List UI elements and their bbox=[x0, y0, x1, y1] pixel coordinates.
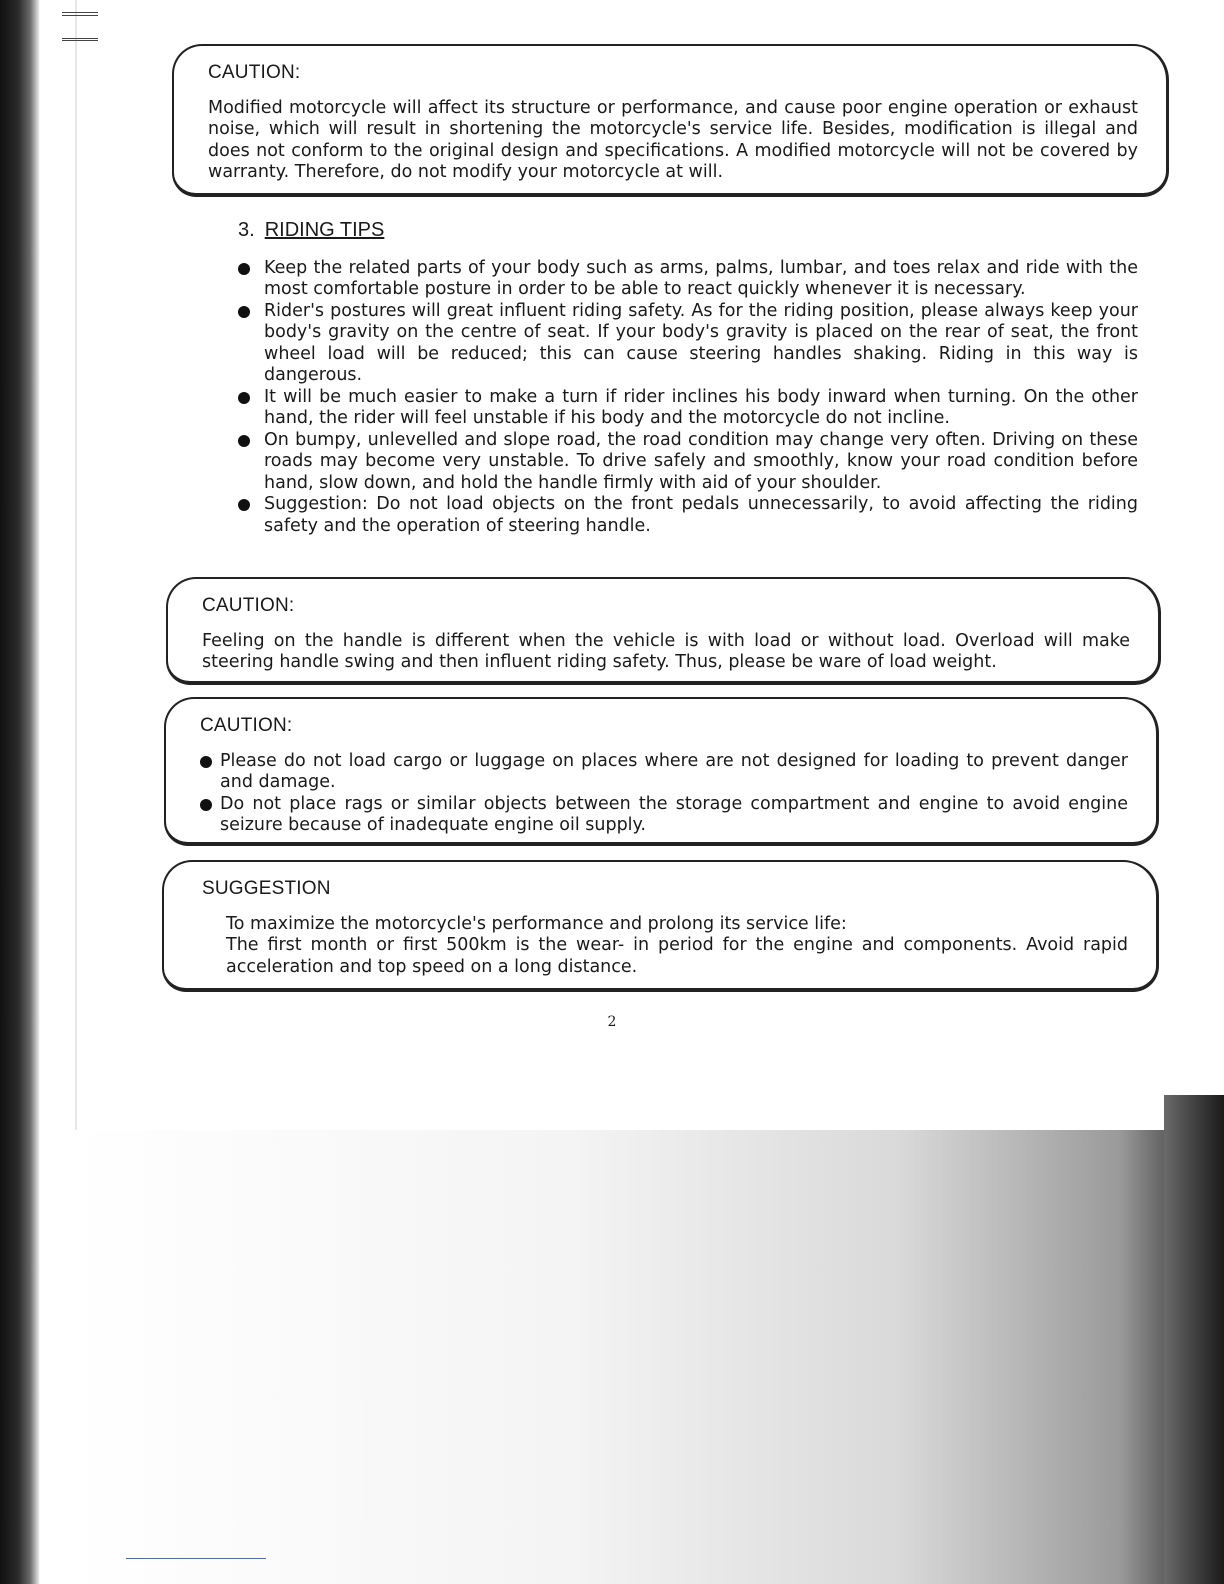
section-heading bbox=[238, 220, 1138, 242]
caution-list bbox=[200, 751, 1128, 837]
bullet-icon bbox=[238, 263, 250, 275]
list-item: Rider's postures will great influent riding safety. As for the riding position, please always keep your body's gravity on the centre of seat. If your body's gravity is placed on the rear of seat, the front wheel load will be reduced; this can cause steering handles shaking. Riding in this way is dangerous. bbox=[238, 301, 1138, 387]
riding-tips-list bbox=[238, 258, 1138, 538]
bullet-icon bbox=[238, 392, 250, 404]
section-number: 3. bbox=[238, 219, 255, 241]
scan-shadow-bottom bbox=[75, 1130, 1175, 1584]
caution-title: CAUTION: bbox=[200, 715, 293, 736]
suggestion-title: SUGGESTION bbox=[202, 878, 331, 899]
caution-box-modification bbox=[172, 44, 1169, 197]
caution-text: Feeling on the handle is different when the vehicle is with load or without load. Overload will make steering handle swing and then influent riding safety. Thus, please be ware of load weight. bbox=[202, 630, 1130, 672]
list-item: Keep the related parts of your body such as arms, palms, lumbar, and toes relax and ride with the most comfortable posture in order to be able to react quickly whenever it is necessary. bbox=[238, 258, 1138, 301]
list-item: Suggestion: Do not load objects on the front pedals unnecessarily, to avoid affecting the riding safety and the operation of steering handle. bbox=[238, 494, 1138, 537]
list-item: On bumpy, unlevelled and slope road, the road condition may change very often. Driving on these roads may become very unstable. To drive safely and smoothly, know your road condition before hand, slow down, and hold the handle firmly with aid of your shoulder. bbox=[238, 430, 1138, 495]
corner-mark bbox=[62, 12, 98, 41]
caution-title: CAUTION: bbox=[202, 595, 295, 616]
list-item: Please do not load cargo or luggage on places where are not designed for loading to prevent danger and damage. bbox=[200, 751, 1128, 794]
suggestion-line-1: To maximize the motorcycle's performance and prolong its service life: bbox=[226, 913, 847, 934]
scan-shadow-right bbox=[1164, 1095, 1224, 1584]
bullet-icon bbox=[200, 756, 212, 768]
caution-text: Modified motorcycle will affect its structure or performance, and cause poor engine operation or exhaust noise, which will result in shortening the motorcycle's service life. Besides, modification is illegal and does not conform to the original design and specifications. A modified motorcycle will not be covered by warranty. Therefore, do not modify your motorcycle at will. bbox=[208, 97, 1138, 182]
page-number: 2 bbox=[607, 1014, 617, 1030]
riding-tips-section bbox=[238, 220, 1138, 537]
blue-underline-mark bbox=[126, 1558, 266, 1559]
suggestion-box bbox=[162, 860, 1159, 992]
scan-shadow-left bbox=[0, 0, 40, 1584]
bullet-icon bbox=[238, 435, 250, 447]
page-edge bbox=[75, 0, 77, 1130]
bullet-icon bbox=[238, 306, 250, 318]
bullet-icon bbox=[238, 499, 250, 511]
bullet-icon bbox=[200, 799, 212, 811]
list-item: Do not place rags or similar objects between the storage compartment and engine to avoid engine seizure because of inadequate engine oil supply. bbox=[200, 794, 1128, 837]
caution-box-cargo bbox=[164, 697, 1159, 846]
suggestion-line-2: The first month or first 500km is the wear- in period for the engine and components. Avoid rapid acceleration and top speed on a long distance. bbox=[226, 935, 1128, 977]
caution-box-load bbox=[166, 577, 1161, 685]
list-item: It will be much easier to make a turn if rider inclines his body inward when turning. On the other hand, the rider will feel unstable if his body and the motorcycle do not incline. bbox=[238, 387, 1138, 430]
section-title: RIDING TIPS bbox=[264, 219, 385, 241]
caution-title: CAUTION: bbox=[208, 62, 301, 83]
